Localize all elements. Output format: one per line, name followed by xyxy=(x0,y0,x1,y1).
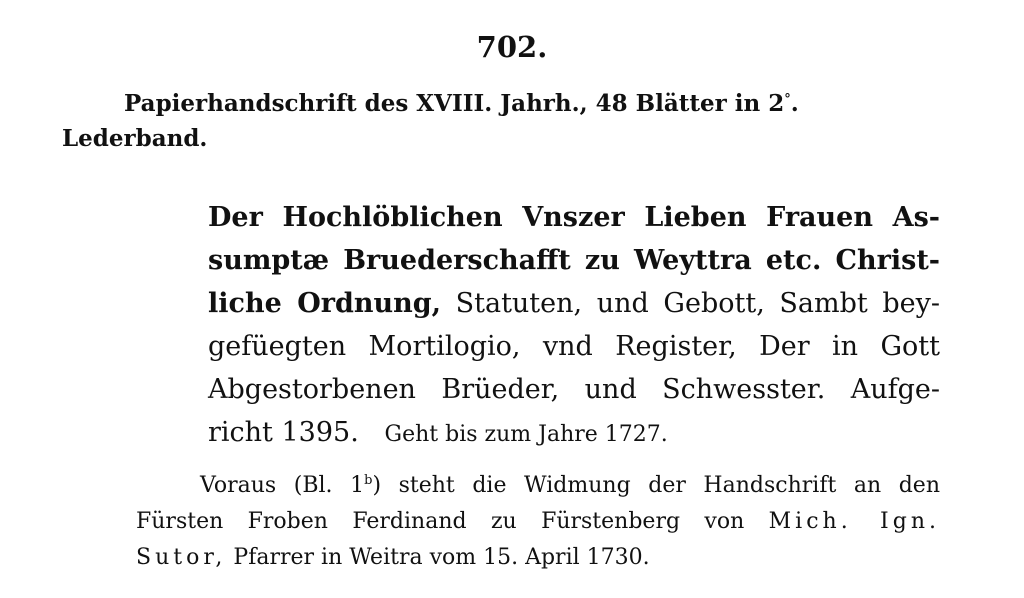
manuscript-description xyxy=(62,86,902,156)
title-bold-end: liche Ordnung, xyxy=(208,288,441,319)
note-line-1 xyxy=(136,468,940,504)
dedication-note xyxy=(136,468,940,576)
description-line-1 xyxy=(62,86,902,121)
title-line-6 xyxy=(208,411,940,456)
title-line-3 xyxy=(208,282,940,325)
note-line-3 xyxy=(136,540,940,576)
description-period: . xyxy=(790,90,799,117)
title-line-5: Abgestorbenen Brüeder, und Schwesster. Aufge- xyxy=(208,374,940,405)
note-text-c: Fürsten Froben Ferdinand zu Fürstenberg von xyxy=(136,509,769,534)
author-surname: Sutor, xyxy=(136,545,227,570)
note-text-b: ) steht die Widmung der Handschrift an den xyxy=(372,473,940,498)
author-given-name: Mich. Ign. xyxy=(768,509,940,534)
title-subtitle-start: Statuten, und Gebott, Sambt bey- xyxy=(441,288,940,319)
manuscript-title xyxy=(208,196,940,456)
title-line-4: gefüegten Mortilogio, vnd Register, Der in Gott xyxy=(208,331,940,362)
title-line-1: Der Hochlöblichen Vnszer Lieben Frauen As- xyxy=(208,202,940,233)
note-text-d: Pfarrer in Weitra vom 15. April 1730. xyxy=(226,545,650,570)
description-text: Papierhandschrift des XVIII. Jahrh., 48 Blätter in 2 xyxy=(124,90,785,117)
founding-year: richt 1395. xyxy=(208,417,359,448)
title-line-2: sumptæ Bruederschafft zu Weyttra etc. Christ- xyxy=(208,245,940,276)
date-range-note: Geht bis zum Jahre 1727. xyxy=(384,422,668,447)
format-degree: ° xyxy=(784,92,791,107)
note-line-2 xyxy=(136,504,940,540)
folio-superscript: b xyxy=(364,473,373,488)
note-text-a: Voraus (Bl. 1 xyxy=(200,473,365,498)
entry-number: 702. xyxy=(476,30,548,64)
binding-type: Lederband. xyxy=(62,125,208,152)
